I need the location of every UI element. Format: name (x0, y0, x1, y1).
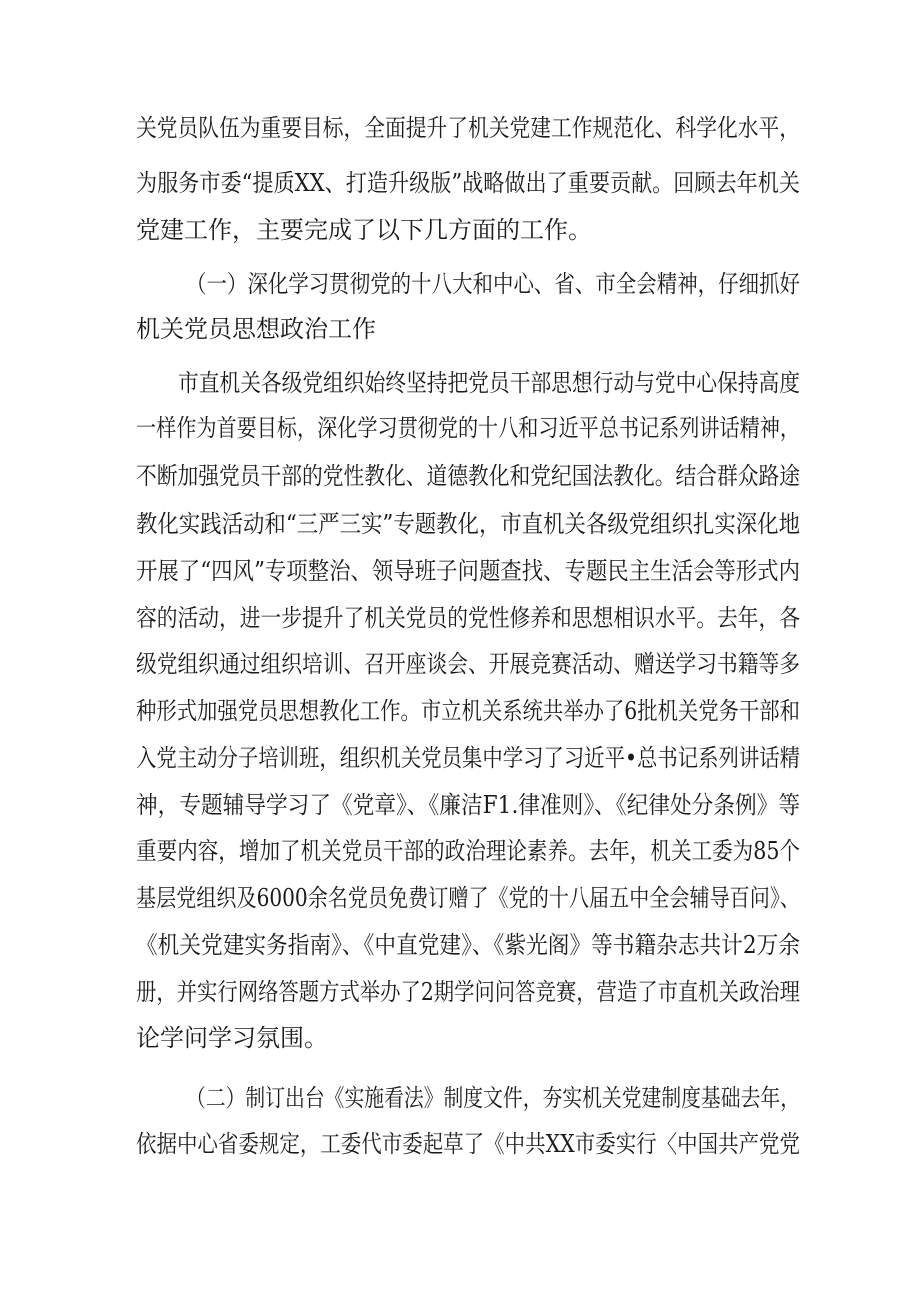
paragraph-line (0, 366, 920, 400)
paragraph-line (0, 881, 920, 915)
line-text: 机关党员思想政治工作 (136, 315, 376, 343)
section-heading-line (0, 1081, 920, 1115)
paragraph-line (0, 411, 920, 445)
paragraph-line (0, 111, 920, 145)
line-text: （一）深化学习贯彻党的十八大和中心、省、市全会精神，仔细抓好 (186, 270, 800, 298)
line-text: 容的活动，进一步提升了机关党员的党性修养和思想相识水平。去年，各 (136, 604, 800, 632)
line-text: 市直机关各级党组织始终坚持把党员干部思想行动与党中心保持高度 (178, 369, 800, 397)
line-text: 入党主动分子培训班，组织机关党员集中学习了习近平•总书记系列讲话精 (136, 744, 800, 772)
paragraph-line (0, 459, 920, 493)
line-text: 级党组织通过组织培训、召开座谈会、开展竞赛活动、赠送学习书籍等多 (136, 650, 800, 678)
paragraph-line (0, 647, 920, 681)
line-text: 关党员队伍为重要目标，全面提升了机关党建工作规范化、科学化水平， (136, 114, 800, 142)
paragraph-line (0, 601, 920, 635)
line-text: 不断加强党员干部的党性教化、道德教化和党纪国法教化。结合群众路途 (136, 462, 800, 490)
paragraph-line (0, 975, 920, 1009)
paragraph-line (0, 1127, 920, 1161)
line-text: 种形式加强党员思想教化工作。市立机关系统共举办了6批机关党务干部和 (136, 697, 800, 725)
line-text: 重要内容，增加了机关党员干部的政治理论素养。去年，机关工委为85个 (136, 837, 800, 865)
line-text: 论学问学习氛围。 (136, 1024, 328, 1052)
paragraph-line (0, 834, 920, 868)
line-text: 《机关党建实务指南》、《中直党建》、《紫光阁》等书籍杂志共计2万余 (136, 931, 800, 959)
paragraph-line (0, 694, 920, 728)
line-text: 一样作为首要目标，深化学习贯彻党的十八和习近平总书记系列讲话精神， (136, 414, 800, 442)
paragraph-line (0, 788, 920, 822)
line-text: 党建工作，主要完成了以下几方面的工作。 (136, 216, 592, 244)
paragraph-line (0, 554, 920, 588)
line-text: 开展了“四风”专项整治、领导班子问题查找、专题民主生活会等形式内 (136, 557, 800, 585)
line-text: （二）制订出台《实施看法》制度文件，夯实机关党建制度基础去年， (186, 1084, 800, 1112)
line-text: 册，并实行网络答题方式举办了2期学问问答竞赛，营造了市直机关政治理 (136, 978, 800, 1006)
line-text: 教化实践活动和“三严三实”专题教化，市直机关各级党组织扎实深化地 (136, 510, 800, 538)
line-text: 神，专题辅导学习了《党章》、《廉洁F1.律准则》、《纪律处分条例》等 (136, 791, 800, 819)
paragraph-line (0, 507, 920, 541)
section-heading-line (0, 312, 920, 346)
line-text: 基层党组织及6000余名党员免费订赠了《党的十八届五中全会辅导百问》、 (136, 884, 800, 912)
paragraph-line (0, 928, 920, 962)
line-text: 依据中心省委规定，工委代市委起草了《中共XX市委实行〈中国共产党党 (136, 1130, 800, 1158)
section-heading-line (0, 267, 920, 301)
paragraph-line (0, 166, 920, 200)
paragraph-line (0, 1021, 920, 1055)
line-text: 为服务市委“提质XX、打造升级版”战略做出了重要贡献。回顾去年机关 (136, 169, 800, 197)
paragraph-line (0, 741, 920, 775)
paragraph-line (0, 213, 920, 247)
